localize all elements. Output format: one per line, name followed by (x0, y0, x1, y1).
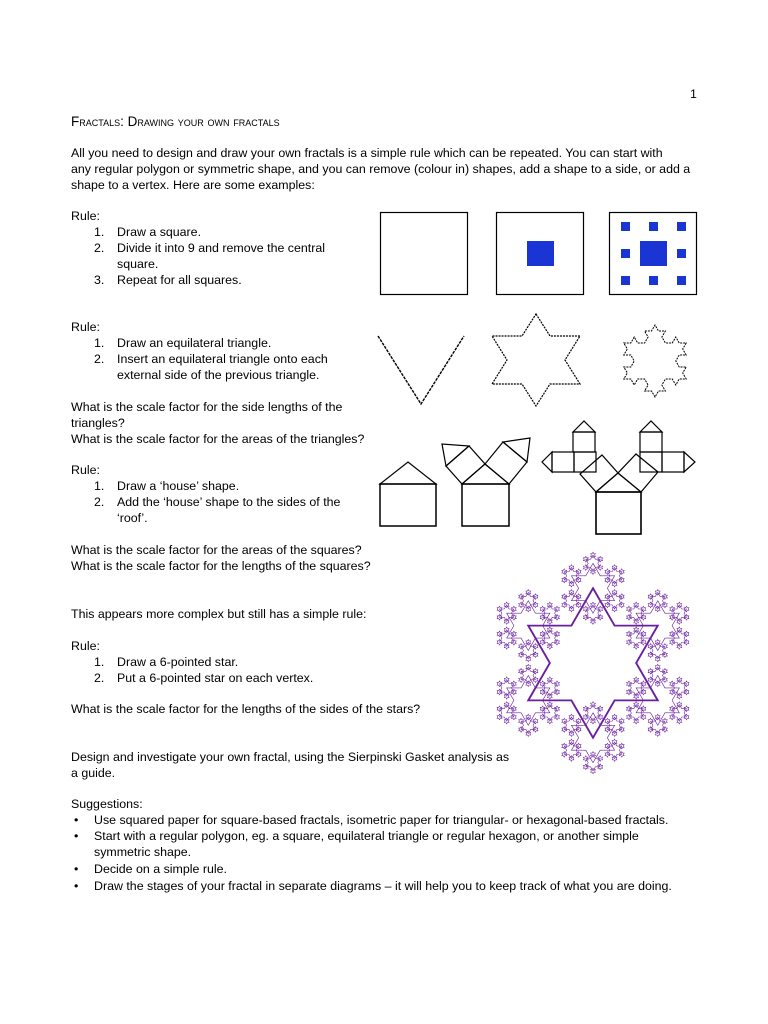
step-number: 3. (94, 273, 105, 287)
design-line: a guide. (71, 766, 116, 780)
koch-stage-0 (376, 334, 466, 414)
bullet: • (74, 829, 79, 843)
rule-label: Rule: (71, 639, 100, 653)
step-number: 2. (94, 241, 105, 255)
question-line: What is the scale factor for the side lengths of the (71, 400, 343, 414)
intro-line: any regular polygon or symmetric shape, and you can remove (colour in) shapes, add a shape to a side, or add a (71, 162, 691, 176)
house-stage-0 (378, 460, 438, 530)
question-line: What is the scale factor for the lengths of the sides of the stars? (71, 702, 421, 716)
bullet: • (74, 862, 79, 876)
step-number: 2. (94, 352, 105, 366)
step-text: Draw a ‘house’ shape. (117, 479, 240, 493)
step-text: Insert an equilateral triangle onto each (117, 352, 328, 366)
star-fractal-figure (478, 543, 708, 783)
carpet-stage-1 (496, 212, 586, 296)
step-text: Put a 6-pointed star on each vertex. (117, 671, 314, 685)
koch-stage-1 (490, 312, 586, 406)
question-line: What is the scale factor for the lengths of the squares? (71, 559, 371, 573)
koch-outline (624, 325, 686, 397)
koch-stage-2 (605, 311, 705, 407)
step-text: Draw an equilateral triangle. (117, 336, 272, 350)
suggestion-text: symmetric shape. (94, 845, 192, 859)
step-number: 1. (94, 655, 105, 669)
suggestion-text: Start with a regular polygon, eg. a square, equilateral triangle or regular hexagon, or another simple (94, 829, 639, 843)
step-text: Add the ‘house’ shape to the sides of the (117, 495, 341, 509)
question-line: What is the scale factor for the areas of the squares? (71, 543, 362, 557)
step-text: Divide it into 9 and remove the central (117, 241, 325, 255)
question-line: What is the scale factor for the areas of the triangles? (71, 432, 365, 446)
carpet-stage-2 (609, 212, 699, 296)
page-title: Fractals: Drawing your own fractals (71, 114, 280, 129)
rule-label: Rule: (71, 320, 100, 334)
step-text: Draw a square. (117, 225, 202, 239)
step-text: Repeat for all squares. (117, 273, 242, 287)
carpet-stage-0 (380, 212, 470, 296)
step-number: 1. (94, 225, 105, 239)
complex-intro: This appears more complex but still has a simple rule: (71, 607, 367, 621)
bullet: • (74, 813, 79, 827)
page-number: 1 (690, 87, 697, 101)
step-number: 2. (94, 495, 105, 509)
suggestion-text: Draw the stages of your fractal in separate diagrams – it will help you to keep track of what you are doing. (94, 879, 672, 893)
design-line: Design and investigate your own fractal, using the Sierpinski Gasket analysis as (71, 750, 510, 764)
step-number: 1. (94, 479, 105, 493)
suggestions-label: Suggestions: (71, 797, 143, 811)
rule-label: Rule: (71, 463, 100, 477)
step-text: square. (117, 257, 159, 271)
question-line: triangles? (71, 416, 125, 430)
suggestion-text: Use squared paper for square-based fractals, isometric paper for triangular- or hexagonal-based fractals. (94, 813, 669, 827)
star-fractal-strokes (497, 552, 689, 773)
bullet: • (74, 879, 79, 893)
house-stage-1 (434, 440, 544, 530)
step-text: ‘roof’. (117, 511, 148, 525)
step-text: Draw a 6-pointed star. (117, 655, 239, 669)
step-number: 1. (94, 336, 105, 350)
intro-line: shape to a vertex. Here are some examples: (71, 178, 315, 192)
house-stage-2 (540, 418, 700, 536)
suggestion-text: Decide on a simple rule. (94, 862, 227, 876)
rule-label: Rule: (71, 209, 100, 223)
step-number: 2. (94, 671, 105, 685)
step-text: external side of the previous triangle. (117, 368, 320, 382)
intro-line: All you need to design and draw your own fractals is a simple rule which can be repeated. You can start with (71, 146, 663, 160)
